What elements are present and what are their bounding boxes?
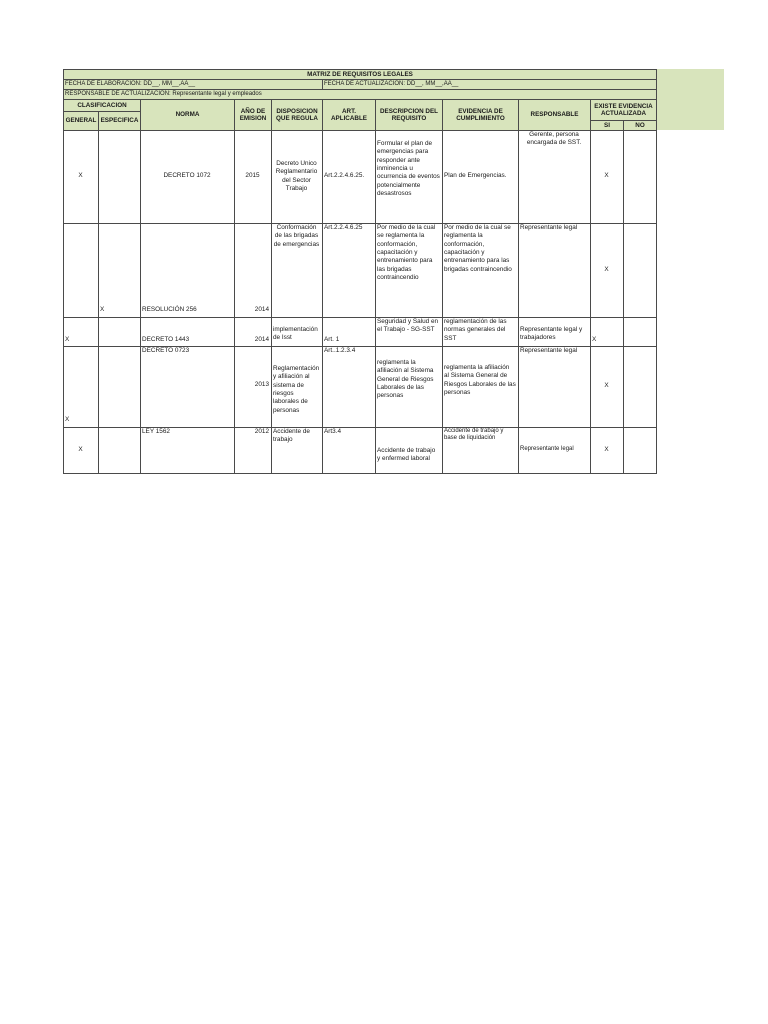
grid-line	[63, 317, 657, 318]
header-no: NO	[623, 120, 657, 130]
row4-art: Art..1.2.3.4	[324, 347, 356, 354]
header-clasificacion: CLASIFICACION	[63, 99, 140, 111]
grid-line	[518, 130, 519, 473]
row2-art: Art.2.2.4.6.25	[324, 224, 363, 231]
row2-anio: 2014	[254, 306, 269, 313]
row5-general: X	[78, 445, 83, 453]
row3-responsable: Representante legal y trabajadores	[520, 326, 583, 342]
row1-disposicion: Decreto Unico Reglamentario del Sector Trabajo	[275, 159, 318, 192]
row3-general: X	[65, 336, 70, 343]
row1-responsable: Gerente, persona encargada de SST.	[526, 131, 582, 147]
grid-line	[98, 130, 99, 473]
row2-especifica: X	[100, 306, 105, 313]
row4-descripcion: reglamenta la afiliación al Sistema General de Riesgos Laborales de las personas	[377, 359, 434, 400]
row4-anio: 2013	[254, 381, 269, 388]
row3-disposicion: implementación de Isst	[273, 326, 318, 342]
header-existe-evidencia: EXISTE EVIDENCIA ACTUALIZADA	[590, 99, 657, 120]
grid-line	[63, 473, 657, 474]
responsable-actualizacion: RESPONSABLE DE ACTUALIZACION: Representante legal y empleados	[63, 89, 657, 99]
row4-evidencia: reglamenta la afiliación al Sistema General de Riesgos Laborales de las personas	[444, 364, 516, 396]
row3-norma: DECRETO 1443	[142, 336, 190, 343]
row5-anio: 2012	[254, 428, 269, 435]
row5-disposicion: Accidente de trabajo	[273, 428, 310, 444]
row4-responsable: Representante legal	[520, 347, 578, 354]
header-art: ART. APLICABLE	[322, 99, 375, 130]
row5-responsable: Representante legal	[520, 446, 574, 453]
row2-norma: RESOLUCIÓN 256	[142, 306, 197, 313]
header-evidencia: EVIDENCIA DE CUMPLIMIENTO	[442, 99, 518, 130]
row2-responsable: Representante legal	[520, 224, 578, 231]
row1-si: X	[604, 172, 609, 180]
row3-art: Art. 1	[324, 336, 340, 343]
row1-evidencia: Plan de Emergencias.	[444, 172, 507, 180]
grid-line	[656, 130, 657, 473]
header-disposicion: DISPOSICION QUE REGULA	[271, 99, 322, 130]
row2-si: X	[604, 265, 609, 273]
header-especifica: ESPECIFICA	[98, 111, 140, 130]
row4-disposicion: Reglamentación y afiliación al sistema de riesgos laborales de personas	[273, 365, 320, 414]
row1-descripcion: Formular el plan de emergencias para responder ante inminencia u ocurrencia de eventos potencialmente desastrosos	[377, 140, 440, 197]
row3-si: X	[592, 336, 597, 343]
row3-anio: 2014	[254, 336, 269, 343]
row4-si: X	[604, 382, 609, 390]
header-general: GENERAL	[63, 111, 98, 130]
row2-disposicion: Conformación de las brigadas de emergencias	[273, 224, 320, 248]
header-norma: NORMA	[140, 99, 234, 130]
row5-art: Art3.4	[324, 428, 342, 435]
row5-evidencia: Accidente de trabajo y base de liquidación	[444, 428, 504, 441]
row3-descripcion: Seguridad y Salud en el Trabajo - SG-SST	[377, 318, 439, 334]
fecha-elaboracion: FECHA DE ELABORACION: DD__, MM__,AA__	[63, 79, 322, 89]
row5-si: X	[604, 445, 609, 453]
header-si: SI	[590, 120, 623, 130]
row3-evidencia: reglamentación de las normas generales del SST	[444, 318, 507, 342]
row1-art: Art.2.2.4.6.25.	[324, 172, 365, 180]
row4-norma: DECRETO 0723	[142, 347, 190, 354]
row2-descripcion: Por medio de la cual se reglamenta la conformación, capacitación y entrenamiento para las brigadas contraincendio	[377, 224, 436, 281]
row2-evidencia: Por medio de la cual se reglamenta la conformación, capacitación y entrenamiento para las brigadas contraincendio	[444, 224, 512, 273]
fecha-actualizacion: FECHA DE ACTUALIZACION: DD__, MM__,AA__	[322, 79, 657, 89]
row5-descripcion: Accidente de trabajo y enfermed laboral	[377, 447, 436, 463]
grid-line	[623, 130, 624, 473]
row1-general: X	[78, 172, 83, 180]
row1-anio: 2015	[245, 172, 260, 180]
row1-norma: DECRETO 1072	[163, 172, 211, 180]
header-anio: AÑO DE EMISION	[234, 99, 271, 130]
row5-norma: LEY 1562	[142, 428, 170, 435]
page-title: MATRIZ DE REQUISITOS LEGALES	[63, 69, 657, 79]
row4-general: X	[65, 416, 70, 423]
header-responsable: RESPONSABLE	[518, 99, 590, 130]
header-descripcion: DESCRIPCION DEL REQUISITO	[375, 99, 442, 130]
